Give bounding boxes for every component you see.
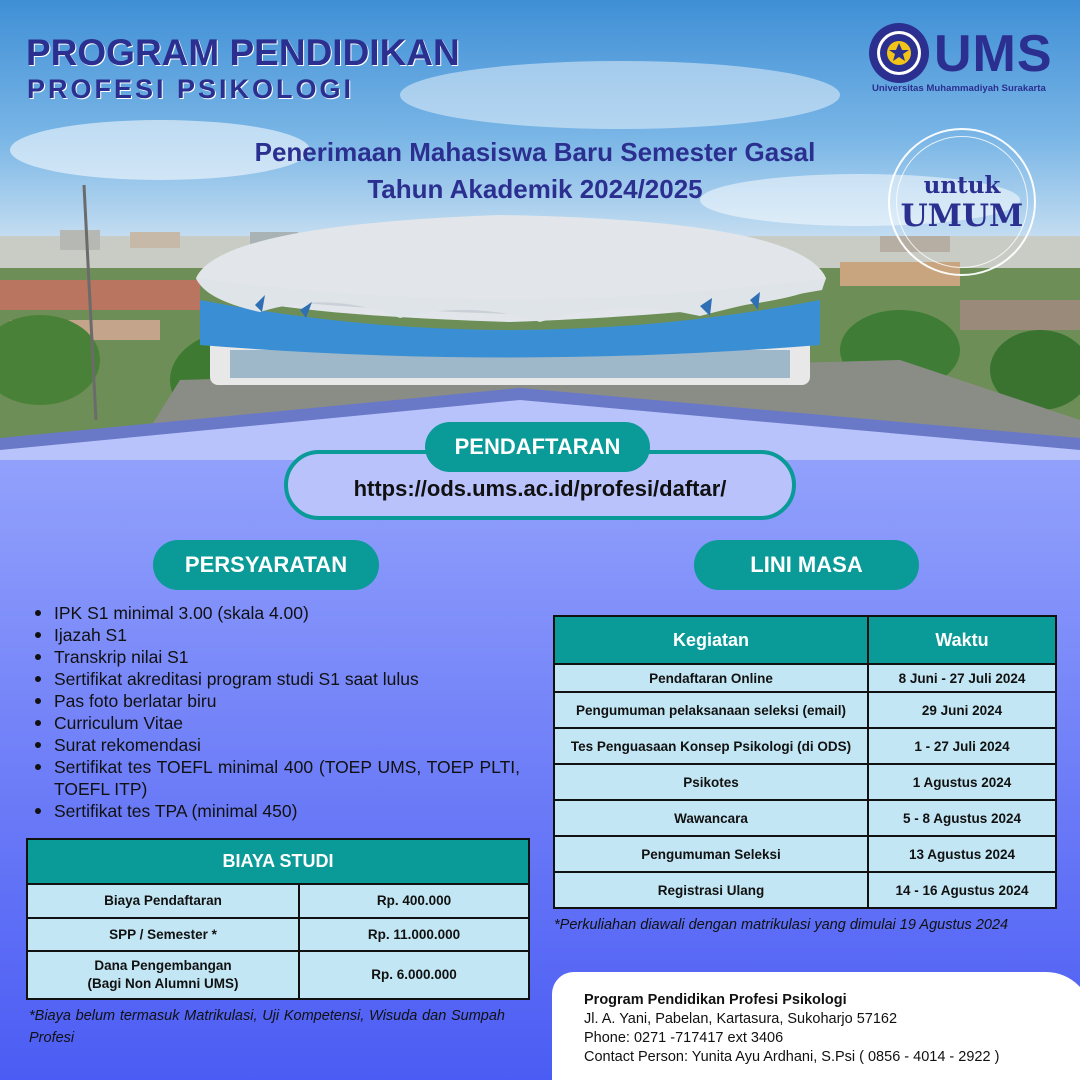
time-cell: 1 Agustus 2024 xyxy=(868,764,1056,800)
list-item: Pas foto berlatar biru xyxy=(54,690,520,712)
registration-label: PENDAFTARAN xyxy=(425,422,650,472)
program-title: PROGRAM PENDIDIKAN xyxy=(26,32,460,73)
time-cell: 29 Juni 2024 xyxy=(868,692,1056,728)
fee-cost: Rp. 6.000.000 xyxy=(299,951,529,999)
fee-item-line-1: Dana Pengembangan xyxy=(94,958,232,973)
fees-title: BIAYA STUDI xyxy=(27,839,529,884)
badge-small-text: untuk xyxy=(923,172,1001,199)
list-item: Sertifikat tes TPA (minimal 450) xyxy=(54,800,520,822)
contact-address: Jl. A. Yani, Pabelan, Kartasura, Sukoharjo 57162 xyxy=(584,1011,898,1027)
requirements-list xyxy=(54,602,520,822)
list-item: Surat rekomendasi xyxy=(54,734,520,756)
table-row xyxy=(554,872,1056,908)
contact-org: Program Pendidikan Profesi Psikologi xyxy=(584,992,847,1008)
contact-phone[interactable]: Phone: 0271 -717417 ext 3406 xyxy=(584,1030,784,1046)
fee-cost: Rp. 400.000 xyxy=(299,884,529,918)
time-cell: 8 Juni - 27 Juli 2024 xyxy=(868,664,1056,692)
table-header-row xyxy=(554,616,1056,664)
subtitle-line-2: Tahun Akademik 2024/2025 xyxy=(367,174,703,204)
registration-url[interactable]: https://ods.ums.ac.id/profesi/daftar/ xyxy=(353,476,727,501)
table-row xyxy=(27,918,529,951)
university-seal-icon xyxy=(868,22,930,84)
fee-item: SPP / Semester * xyxy=(27,918,299,951)
timeline-label: LINI MASA xyxy=(694,540,919,590)
ums-logo xyxy=(868,22,1058,98)
activity-cell: Wawancara xyxy=(554,800,868,836)
timeline-table xyxy=(553,615,1057,909)
table-header-row xyxy=(27,839,529,884)
time-cell: 1 - 27 Juli 2024 xyxy=(868,728,1056,764)
list-item: Curriculum Vitae xyxy=(54,712,520,734)
table-row xyxy=(554,728,1056,764)
table-row xyxy=(554,664,1056,692)
fee-item: Biaya Pendaftaran xyxy=(27,884,299,918)
contact-person[interactable]: Contact Person: Yunita Ayu Ardhani, S.Psi ( 0856 - 4014 - 2922 ) xyxy=(584,1049,1000,1065)
list-item: Sertifikat akreditasi program studi S1 saat lulus xyxy=(54,668,520,690)
time-cell: 5 - 8 Agustus 2024 xyxy=(868,800,1056,836)
activity-cell: Registrasi Ulang xyxy=(554,872,868,908)
fees-note: *Biaya belum termasuk Matrikulasi, Uji Kompetensi, Wisuda dan Sumpah Profesi xyxy=(29,1008,505,1046)
program-subtitle: PROFESI PSIKOLOGI xyxy=(27,74,355,104)
subtitle-line-1: Penerimaan Mahasiswa Baru Semester Gasal xyxy=(254,137,816,167)
table-row xyxy=(27,951,529,999)
activity-cell: Tes Penguasaan Konsep Psikologi (di ODS) xyxy=(554,728,868,764)
fee-item-line-2: (Bagi Non Alumni UMS) xyxy=(87,976,239,991)
time-cell: 13 Agustus 2024 xyxy=(868,836,1056,872)
table-row xyxy=(554,764,1056,800)
list-item: Sertifikat tes TOEFL minimal 400 (TOEP UMS, TOEP PLTI, TOEFL ITP) xyxy=(54,757,520,799)
timeline-note: *Perkuliahan diawali dengan matrikulasi yang dimulai 19 Agustus 2024 xyxy=(554,917,1009,933)
ums-wordmark: UMS xyxy=(934,25,1053,83)
table-row xyxy=(27,884,529,918)
time-cell: 14 - 16 Agustus 2024 xyxy=(868,872,1056,908)
activity-cell: Pengumuman Seleksi xyxy=(554,836,868,872)
column-header-time: Waktu xyxy=(868,616,1056,664)
fees-table xyxy=(26,838,530,1000)
university-name: Universitas Muhammadiyah Surakarta xyxy=(872,83,1046,94)
contact-lines xyxy=(584,991,999,1067)
activity-cell: Psikotes xyxy=(554,764,868,800)
list-item: IPK S1 minimal 3.00 (skala 4.00) xyxy=(54,602,520,624)
activity-cell: Pengumuman pelaksanaan seleksi (email) xyxy=(554,692,868,728)
fee-item xyxy=(27,951,299,999)
table-row xyxy=(554,800,1056,836)
requirements-label: PERSYARATAN xyxy=(153,540,379,590)
column-header-activity: Kegiatan xyxy=(554,616,868,664)
table-row xyxy=(554,692,1056,728)
admission-subtitle xyxy=(180,134,890,208)
table-row xyxy=(554,836,1056,872)
list-item: Ijazah S1 xyxy=(54,624,520,646)
fee-cost: Rp. 11.000.000 xyxy=(299,918,529,951)
contact-card xyxy=(552,972,1080,1080)
list-item: Transkrip nilai S1 xyxy=(54,646,520,668)
public-badge xyxy=(888,128,1036,276)
badge-big-text: UMUM xyxy=(900,198,1024,234)
activity-cell: Pendaftaran Online xyxy=(554,664,868,692)
